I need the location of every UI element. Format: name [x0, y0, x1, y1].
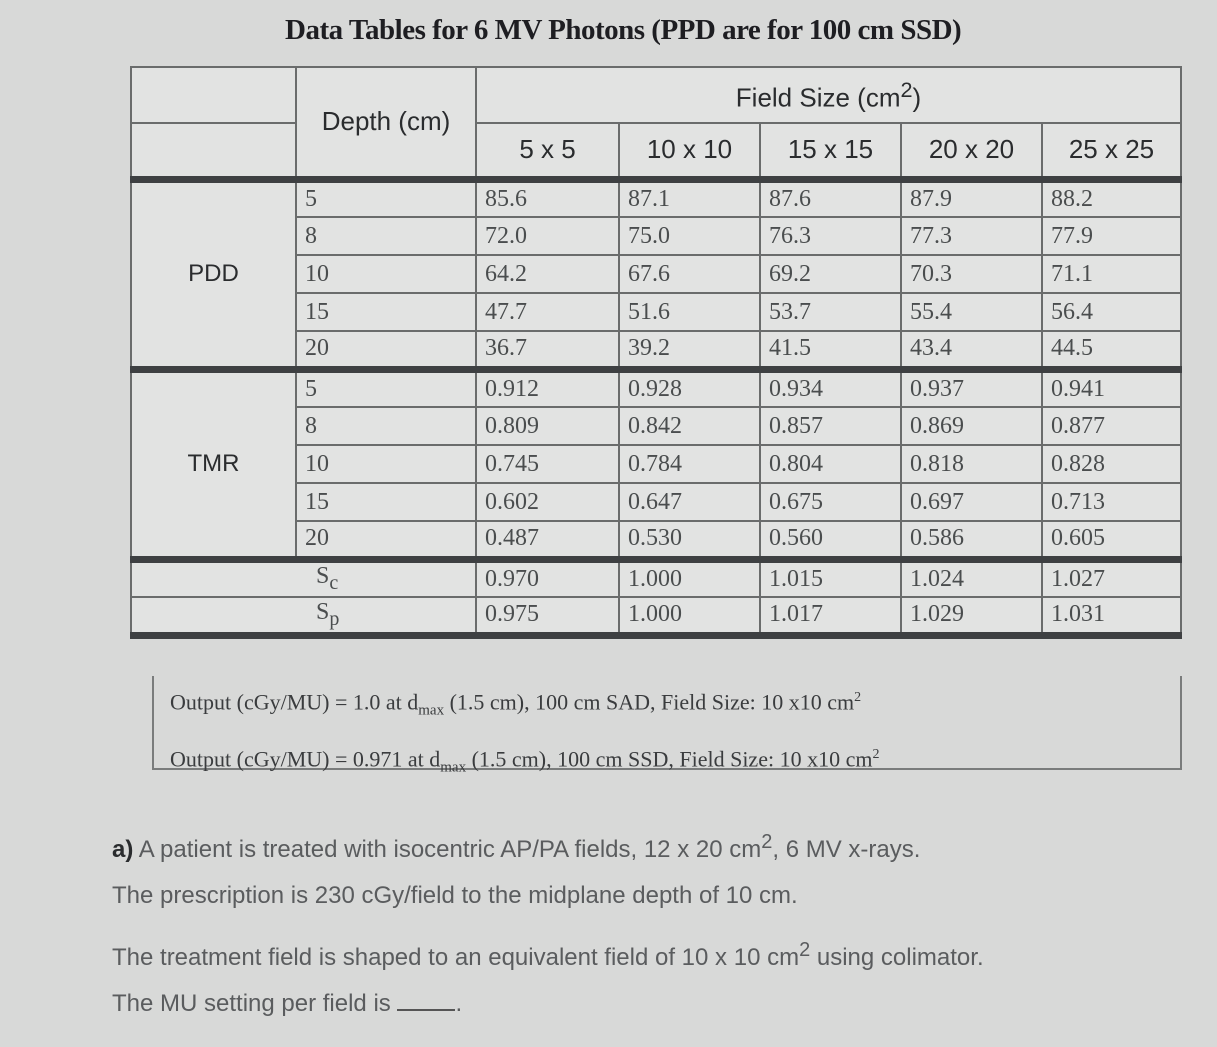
field-size-col-header: 15 x 15 [760, 123, 901, 179]
tmr-value-cell: 0.818 [901, 445, 1042, 483]
sp-value-cell: 1.031 [1042, 597, 1181, 635]
sc-value-cell: 1.024 [901, 559, 1042, 597]
question-line-4: The MU setting per field is . [112, 990, 463, 1017]
pdd-value-cell: 36.7 [476, 331, 619, 369]
corner-cell-lower [131, 123, 296, 179]
pdd-value-cell: 75.0 [619, 217, 760, 255]
pdd-value-cell: 87.1 [619, 179, 760, 217]
sp-value-cell: 1.000 [619, 597, 760, 635]
answer-blank[interactable] [397, 991, 455, 1011]
depth-cell: 15 [296, 483, 476, 521]
output-notes [152, 676, 1182, 776]
field-size-col-header: 5 x 5 [476, 123, 619, 179]
output-note-sad: Output (cGy/MU) = 1.0 at $d_{max}$ (1.5 cm), 100 cm SAD, Field Size: 10 x10 $cm^2$ [170, 689, 862, 719]
field-size-col-header: 25 x 25 [1042, 123, 1181, 179]
pdd-value-cell: 87.9 [901, 179, 1042, 217]
data-table [130, 66, 1182, 639]
tmr-value-cell: 0.912 [476, 369, 619, 407]
corner-cell [131, 67, 296, 123]
depth-cell: 8 [296, 407, 476, 445]
pdd-row [131, 179, 1181, 217]
pdd-value-cell: 64.2 [476, 255, 619, 293]
tmr-row [131, 369, 1181, 407]
page-title: Data Tables for 6 MV Photons (PPD are for 100 cm SSD) [285, 14, 962, 46]
pdd-value-cell: 56.4 [1042, 293, 1181, 331]
depth-cell: 10 [296, 445, 476, 483]
pdd-value-cell: 47.7 [476, 293, 619, 331]
depth-cell: 5 [296, 179, 476, 217]
tmr-value-cell: 0.828 [1042, 445, 1181, 483]
pdd-value-cell: 43.4 [901, 331, 1042, 369]
pdd-value-cell: 55.4 [901, 293, 1042, 331]
tmr-value-cell: 0.745 [476, 445, 619, 483]
sc-value-cell: 0.970 [476, 559, 619, 597]
tmr-value-cell: 0.560 [760, 521, 901, 559]
sc-row [131, 559, 1181, 597]
depth-cell: 10 [296, 255, 476, 293]
header-row-1 [131, 67, 1181, 123]
tmr-value-cell: 0.713 [1042, 483, 1181, 521]
pdd-value-cell: 44.5 [1042, 331, 1181, 369]
depth-cell: 20 [296, 331, 476, 369]
sp-value-cell: 1.029 [901, 597, 1042, 635]
pdd-value-cell: 71.1 [1042, 255, 1181, 293]
sc-spacer [131, 559, 296, 597]
question-line-1: a) A patient is treated with isocentric AP/PA fields, 12 x 20 $cm^2$, 6 MV x-rays. [112, 831, 921, 863]
tmr-value-cell: 0.869 [901, 407, 1042, 445]
tmr-value-cell: 0.675 [760, 483, 901, 521]
pdd-value-cell: 72.0 [476, 217, 619, 255]
tmr-value-cell: 0.857 [760, 407, 901, 445]
pdd-value-cell: 41.5 [760, 331, 901, 369]
depth-cell: 20 [296, 521, 476, 559]
field-size-col-header: 10 x 10 [619, 123, 760, 179]
pdd-value-cell: 77.3 [901, 217, 1042, 255]
question-block [112, 815, 1192, 1031]
header-row-2 [131, 123, 1181, 179]
depth-cell: 8 [296, 217, 476, 255]
question-line-2: The prescription is 230 cGy/field to the midplane depth of 10 cm. [112, 882, 798, 909]
pdd-value-cell: 88.2 [1042, 179, 1181, 217]
tmr-label: TMR [131, 369, 296, 559]
sp-row [131, 597, 1181, 635]
pdd-value-cell: 67.6 [619, 255, 760, 293]
sc-value-cell: 1.027 [1042, 559, 1181, 597]
pdd-value-cell: 85.6 [476, 179, 619, 217]
sp-label: $S_p$ [296, 597, 476, 635]
tmr-value-cell: 0.934 [760, 369, 901, 407]
depth-cell: 15 [296, 293, 476, 331]
pdd-value-cell: 69.2 [760, 255, 901, 293]
tmr-value-cell: 0.928 [619, 369, 760, 407]
tmr-value-cell: 0.804 [760, 445, 901, 483]
field-size-col-header: 20 x 20 [901, 123, 1042, 179]
tmr-value-cell: 0.586 [901, 521, 1042, 559]
tmr-value-cell: 0.941 [1042, 369, 1181, 407]
tmr-value-cell: 0.530 [619, 521, 760, 559]
tmr-value-cell: 0.877 [1042, 407, 1181, 445]
question-line-3: The treatment field is shaped to an equivalent field of 10 x 10 $cm^2$ using colimator. [112, 939, 984, 971]
sp-value-cell: 0.975 [476, 597, 619, 635]
sp-spacer [131, 597, 296, 635]
pdd-value-cell: 87.6 [760, 179, 901, 217]
pdd-value-cell: 53.7 [760, 293, 901, 331]
tmr-value-cell: 0.697 [901, 483, 1042, 521]
tmr-value-cell: 0.784 [619, 445, 760, 483]
sc-value-cell: 1.000 [619, 559, 760, 597]
tmr-value-cell: 0.487 [476, 521, 619, 559]
tmr-value-cell: 0.605 [1042, 521, 1181, 559]
pdd-value-cell: 70.3 [901, 255, 1042, 293]
tmr-value-cell: 0.602 [476, 483, 619, 521]
tmr-value-cell: 0.937 [901, 369, 1042, 407]
sp-value-cell: 1.017 [760, 597, 901, 635]
sc-value-cell: 1.015 [760, 559, 901, 597]
pdd-value-cell: 51.6 [619, 293, 760, 331]
tmr-value-cell: 0.647 [619, 483, 760, 521]
tmr-value-cell: 0.809 [476, 407, 619, 445]
pdd-value-cell: 76.3 [760, 217, 901, 255]
field-size-header: Field Size $(cm^2)$ [476, 67, 1181, 123]
pdd-label: PDD [131, 179, 296, 369]
output-note-ssd: Output (cGy/MU) = 0.971 at $d_{max}$ (1.5 cm), 100 cm SSD, Field Size: 10 x10 $cm^2$ [170, 746, 880, 776]
depth-header: Depth (cm) [296, 67, 476, 179]
data-table-container [130, 66, 1180, 639]
depth-cell: 5 [296, 369, 476, 407]
tmr-value-cell: 0.842 [619, 407, 760, 445]
pdd-value-cell: 77.9 [1042, 217, 1181, 255]
sc-label: $S_c$ [296, 559, 476, 597]
pdd-value-cell: 39.2 [619, 331, 760, 369]
